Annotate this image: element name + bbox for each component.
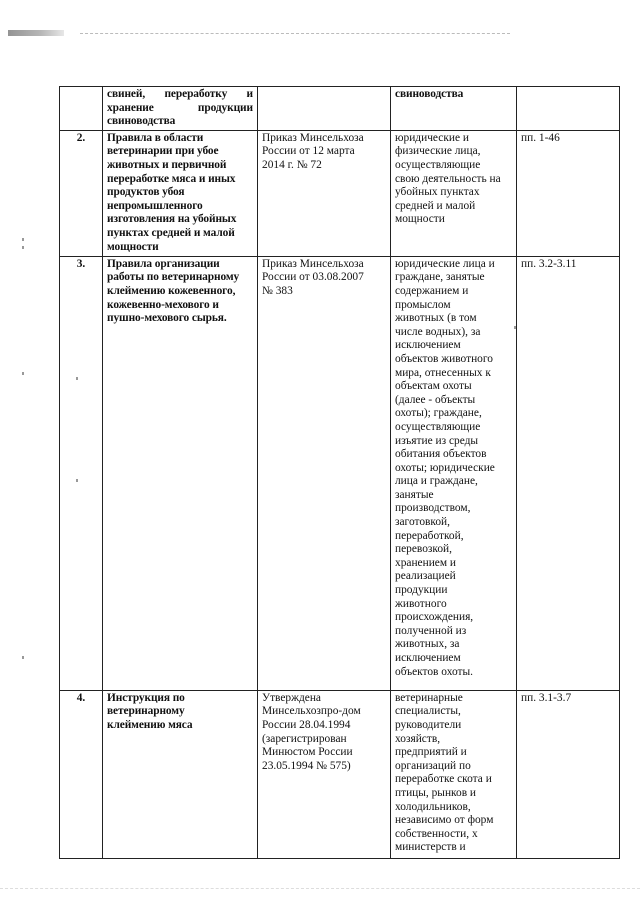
row-number: 3.: [60, 256, 103, 690]
regulations-table: [59, 86, 620, 859]
table-row: [60, 256, 620, 690]
applicable-clauses: пп. 3.2-3.11: [517, 256, 620, 690]
applicable-clauses: [517, 87, 620, 131]
scan-blot: [8, 30, 64, 36]
table-row: [60, 130, 620, 256]
obligated-subjects: юридические лица и граждане, занятые содержанием и промыслом животных (в том числе водных), за исключением объектов животного мира, отнесенных к объектам охоты (далее - объекты охоты); граждане, осуществляющие изъятие из среды обитания объектов охоты; юридические лица и граждане, занятые производством, заготовкой, переработкой, перевозкой, хранением и реализацией продукции животного происхождения, полученной из животных, за исключением объектов охоты.: [391, 256, 517, 690]
applicable-clauses: пп. 3.1-3.7: [517, 690, 620, 858]
approving-document: [258, 87, 391, 131]
row-number: 2.: [60, 130, 103, 256]
scan-streak: [80, 33, 510, 34]
regulation-title: Правила в области ветеринарии при убое животных и первичной переработке мяса и иных продуктов убоя непромышленного изготовления на убойных пунктах средней и малой мощности: [103, 130, 258, 256]
scan-artifact-top: [0, 30, 520, 38]
table-row: [60, 87, 620, 131]
obligated-subjects: юридические и физические лица, осуществляющие свою деятельность на убойных пунктах средней и малой мощности: [391, 130, 517, 256]
regulation-title: Правила организации работы по ветеринарному клеймению кожевенного, кожевенно-мехового и пушно-мехового сырья.: [103, 256, 258, 690]
regulation-title: Инструкция по ветеринарному клеймению мяса: [103, 690, 258, 858]
approving-document: Приказ Минсельхоза России от 12 марта 2014 г. № 72: [258, 130, 391, 256]
regulation-title: свиней, переработку и хранение продукции свиноводства: [103, 87, 258, 131]
approving-document: Утверждена Минсельхозпро-дом России 28.04.1994 (зарегистрирован Минюстом России 23.05.1994 № 575): [258, 690, 391, 858]
approving-document: Приказ Минсельхоза России от 03.08.2007 № 383: [258, 256, 391, 690]
obligated-subjects: свиноводства: [391, 87, 517, 131]
row-number: [60, 87, 103, 131]
row-number: 4.: [60, 690, 103, 858]
scan-artifact-bottom: [0, 888, 640, 889]
applicable-clauses: пп. 1-46: [517, 130, 620, 256]
obligated-subjects: ветеринарные специалисты, руководители хозяйств, предприятий и организаций по переработке скота и птицы, рынков и холодильников, независимо от форм собственности, х министерств и: [391, 690, 517, 858]
table-row: [60, 690, 620, 858]
